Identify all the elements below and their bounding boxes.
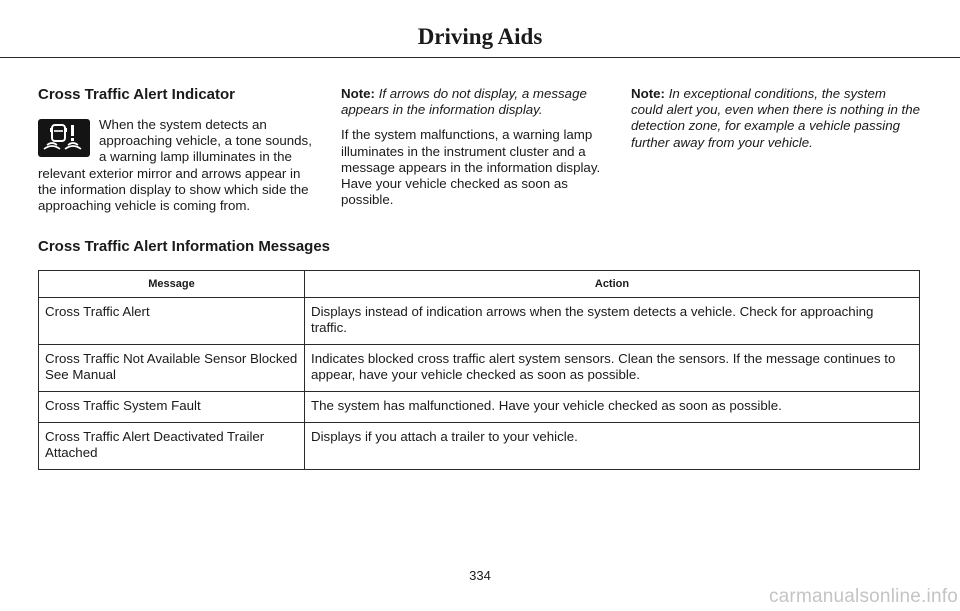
false-alert-column bbox=[631, 86, 921, 160]
malfunction-description: If the system malfunctions, a warning lamp illuminates in the instrument cluster and a message appears in the information display. Have your vehicle checked as soon as possible. bbox=[341, 127, 601, 208]
note-text: In exceptional conditions, the system could alert you, even when there is nothing in the detection zone, for example a vehicle passing further away from your vehicle. bbox=[631, 86, 921, 150]
column-header-message: Message bbox=[39, 271, 305, 298]
action-cell: Displays if you attach a trailer to your vehicle. bbox=[305, 423, 920, 470]
indicator-description: When the system detects an approaching vehicle, a tone sounds, a warning lamp illuminates in the relevant exterior mirror and arrows appear in the information display to show which side the approaching vehicle is coming from. bbox=[38, 117, 312, 214]
action-cell: Displays instead of indication arrows when the system detects a vehicle. Check for approaching traffic. bbox=[305, 298, 920, 345]
indicator-column bbox=[38, 86, 318, 223]
message-cell: Cross Traffic System Fault bbox=[39, 392, 305, 423]
malfunction-column bbox=[341, 86, 621, 217]
arrows-note bbox=[341, 86, 621, 118]
cross-traffic-alert-icon bbox=[38, 119, 90, 157]
page-number: 334 bbox=[469, 568, 491, 583]
page-header bbox=[0, 0, 960, 60]
action-cell: Indicates blocked cross traffic alert system sensors. Clean the sensors. If the message continues to appear, have your vehicle checked as soon as possible. bbox=[305, 345, 920, 392]
page-title: Driving Aids bbox=[417, 24, 543, 49]
action-cell: The system has malfunctioned. Have your vehicle checked as soon as possible. bbox=[305, 392, 920, 423]
message-cell: Cross Traffic Not Available Sensor Blocked See Manual bbox=[39, 345, 305, 392]
table-row bbox=[39, 423, 920, 470]
messages-heading: Cross Traffic Alert Information Messages bbox=[38, 238, 331, 255]
note-label: Note: bbox=[341, 86, 375, 101]
messages-table bbox=[38, 270, 920, 470]
table-header-row bbox=[39, 271, 920, 298]
column-header-action: Action bbox=[305, 271, 920, 298]
header-divider bbox=[0, 57, 960, 58]
false-alert-note bbox=[631, 86, 921, 151]
note-label: Note: bbox=[631, 86, 665, 101]
message-cell: Cross Traffic Alert Deactivated Trailer Attached bbox=[39, 423, 305, 470]
note-text: If arrows do not display, a message appears in the information display. bbox=[341, 86, 587, 118]
table-row bbox=[39, 298, 920, 345]
message-cell: Cross Traffic Alert bbox=[39, 298, 305, 345]
table-row bbox=[39, 392, 920, 423]
indicator-heading: Cross Traffic Alert Indicator bbox=[38, 86, 235, 103]
table-row bbox=[39, 345, 920, 392]
watermark: carmanualsonline.info bbox=[768, 586, 958, 607]
